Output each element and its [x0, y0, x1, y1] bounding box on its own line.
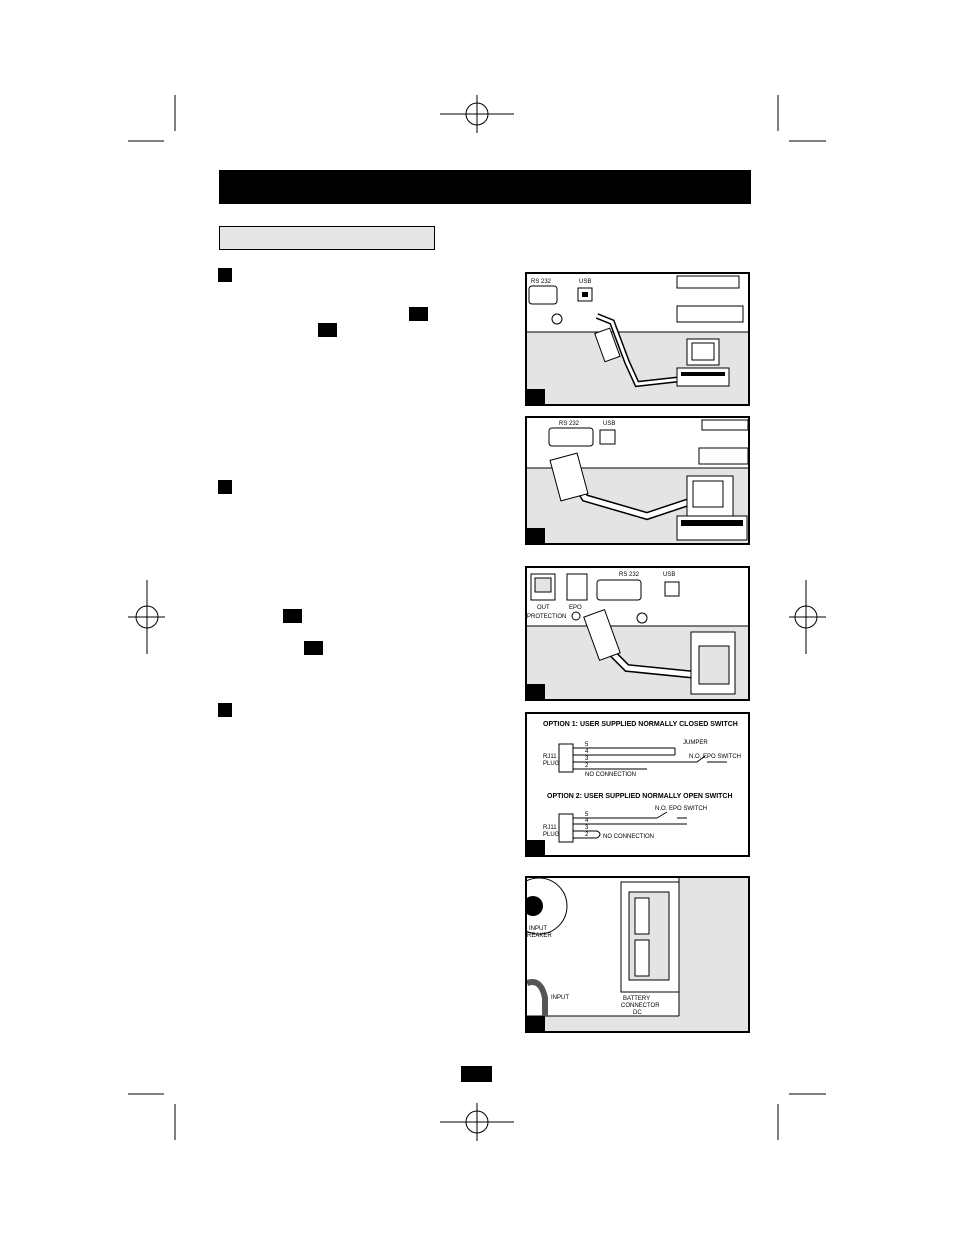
battery-label-line3: DC: [633, 1010, 642, 1016]
plug-label: PLUG: [543, 761, 560, 767]
figure-ref-marker-c: [283, 609, 302, 623]
figure-tag: [527, 840, 545, 855]
pin-4: 4: [585, 749, 589, 755]
figure-ref-marker-a: [409, 307, 428, 321]
rs232-label: RS 232: [531, 279, 552, 285]
input-label: INPUT: [551, 995, 569, 1001]
rj11-label: RJ11: [543, 825, 557, 831]
page-number-tab: [461, 1066, 492, 1082]
section-header-bar: [219, 170, 751, 204]
figure-ref-marker-b: [318, 323, 337, 337]
breaker-label-line1: INPUT: [529, 926, 547, 932]
no-epo-switch-label: N.O. EPO SWITCH: [655, 806, 708, 812]
battery-label-line2: CONNECTOR: [621, 1003, 660, 1009]
pin-2: 2: [585, 832, 589, 838]
figure-epo-wiring-diagram: [525, 712, 750, 857]
rj11-label: RJ11: [543, 754, 557, 760]
figure-ref-marker-d: [304, 641, 323, 655]
no-epo-switch-label: N.O. EPO SWITCH: [689, 754, 742, 760]
usb-label: USB: [603, 421, 616, 427]
figure-tag: [527, 1016, 545, 1031]
pin-5: 5: [585, 812, 589, 818]
step-marker-2: [218, 480, 232, 494]
pin-4: 4: [585, 818, 589, 824]
figure-tag: [527, 684, 545, 699]
rs232-label: RS 232: [619, 572, 640, 578]
no-connection-label: NO CONNECTION: [603, 834, 654, 840]
out-label: OUT: [537, 605, 550, 611]
figure-tag: [527, 389, 545, 404]
pin-2: 2: [585, 763, 589, 769]
no-connection-label: NO CONNECTION: [585, 772, 636, 778]
option2-title: OPTION 2: USER SUPPLIED NORMALLY OPEN SWITCH: [547, 793, 733, 800]
usb-label: USB: [579, 279, 592, 285]
figure-battery-connector: [525, 876, 750, 1033]
protection-label: PROTECTION: [527, 614, 567, 620]
jumper-label: JUMPER: [683, 740, 708, 746]
subsection-heading-box: [219, 226, 435, 250]
battery-label-line1: BATTERY: [623, 996, 651, 1002]
epo-label: EPO: [569, 605, 582, 611]
pin-3: 3: [585, 756, 589, 762]
figure-usb-connection: [525, 272, 750, 406]
figure-serial-connection: [525, 416, 750, 545]
rs232-label: RS 232: [559, 421, 580, 427]
plug-label: PLUG: [543, 832, 560, 838]
breaker-label-line2: REAKER: [527, 933, 552, 939]
option1-title: OPTION 1: USER SUPPLIED NORMALLY CLOSED SWITCH: [543, 721, 738, 728]
figure-epo-connection: [525, 566, 750, 701]
pin-5: 5: [585, 742, 589, 748]
figure-tag: [527, 528, 545, 543]
usb-label: USB: [663, 572, 676, 578]
pin-3: 3: [585, 825, 589, 831]
step-marker-1: [218, 268, 232, 282]
step-marker-3: [218, 703, 232, 717]
